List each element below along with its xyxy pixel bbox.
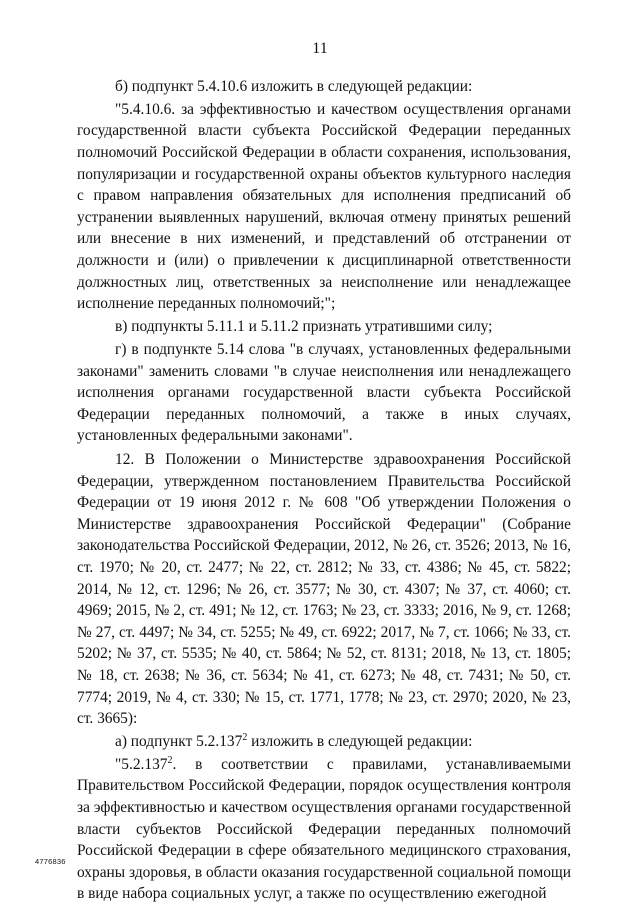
paragraph-subitem-a-text-end: изложить в следующей редакции: [247, 733, 473, 750]
quote-5-2-137-start: "5.2.137 [115, 755, 168, 773]
superscript: 2 [242, 731, 248, 743]
paragraph-quote-5-2-137 [77, 754, 571, 905]
paragraph-subitem-b: б) подпункт 5.4.10.6 изложить в следующей редакции: [115, 78, 473, 95]
paragraph-subitem-g: г) в подпункте 5.14 слова "в случаях, установленных федеральными законами" заменить словами "в случае неисполнения или ненадлежащего исполнения органами государственной власти субъекта Российской Федерации переданных полномочий, а также в иных случаях, установленных федеральными законами". [77, 341, 571, 445]
paragraph-subitem-a-text: а) подпункт 5.2.137 [115, 733, 243, 750]
paragraph-subitem-v: в) подпункты 5.11.1 и 5.11.2 признать утратившими силу; [115, 318, 493, 336]
paragraph-subitem-a [77, 731, 571, 753]
paragraph-quote-5-4-10-6: "5.4.10.6. за эффективностью и качеством осуществления органами государственной власти субъекта Российской Федерации переданных полномочий Российской Федерации в области сохранения, использования, популяризации и государственной охраны объектов культурного наследия с правом направления обязательных для исполнения предписаний об устранении выявленных нарушений, включая отмену принятых решений или внесение в них изменений, и представлений об отстранении от должности и (или) о привлечении к дисциплинарной ответственности должностных лиц, ответственных за неисполнение или ненадлежащее исполнение переданных полномочий;"; [77, 100, 571, 313]
superscript: 2 [167, 754, 173, 766]
paragraph-item-12: 12. В Положении о Министерстве здравоохранения Российской Федерации, утвержденном постановлением Правительства Российской Федерации от 19 июня 2012 г. № 608 "Об утверждении Положения о Министерстве здравоохранения Российской Федерации" (Собрание законодательства Российской Федерации, 2012, № 26, ст. 3526; 2013, № 16, ст. 1970; № 20, ст. 2477; № 22, ст. 2812; № 33, ст. 4386; № 45, ст. 5822; 2014, № 12, ст. 1296; № 26, ст. 3577; № 30, ст. 4307; № 37, ст. 4060; ст. 4969; 2015, № 2, ст. 491; № 12, ст. 1763; № 23, ст. 3333; 2016, № 9, ст. 1268; № 27, ст. 4497; № 34, ст. 5255; № 49, ст. 6922; 2017, № 7, ст. 1066; № 33, ст. 5202; № 37, ст. 5535; № 40, ст. 5864; № 52, ст. 8131; 2018, № 13, ст. 1805; № 18, ст. 2638; № 36, ст. 5634; № 41, ст. 6273; № 48, ст. 7431; № 50, ст. 7774; 2019, № 4, ст. 330; № 15, ст. 1771, 1778; № 23, ст. 2970; 2020, № 23, ст. 3665): [77, 450, 571, 728]
document-body [77, 76, 571, 906]
page-number: 11 [312, 40, 328, 57]
document-id: 4776836 [35, 857, 66, 866]
quote-5-2-137-text: . в соответствии с правилами, устанавливаемыми Правительством Российской Федерации, порядок осуществления контроля за эффективностью и качеством осуществления органами государственной власти субъектов Российской Федерации переданных полномочий Российской Федерации в сфере обязательного медицинского страхования, охраны здоровья, в области оказания государственной социальной помощи в виде набора социальных услуг, а также по осуществлению ежегодной [77, 755, 571, 903]
